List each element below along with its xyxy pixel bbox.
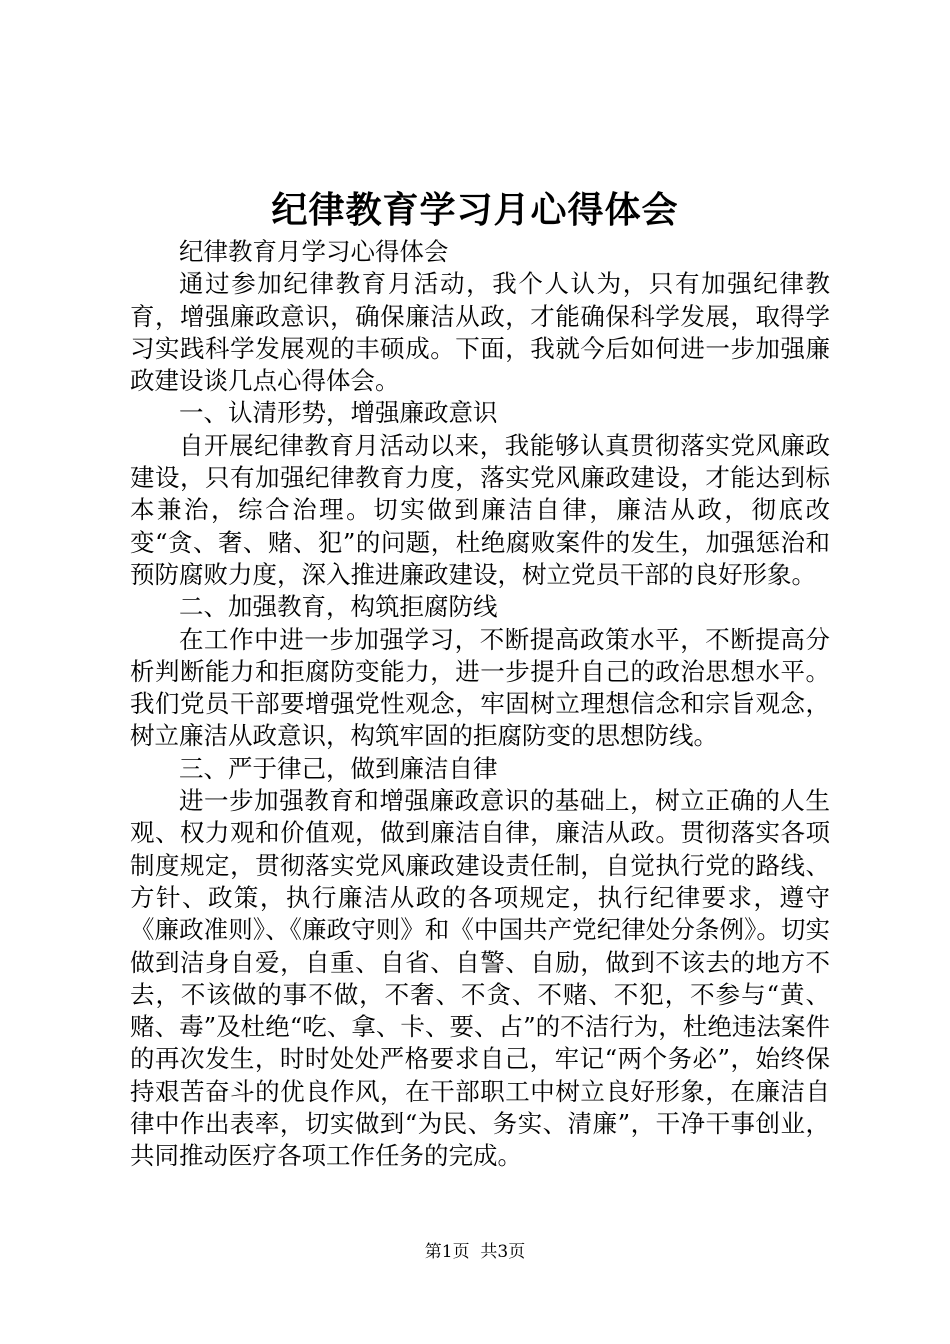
subtitle-paragraph: 纪律教育月学习心得体会 xyxy=(179,237,449,266)
section-heading-2: 二、加强教育，构筑拒腐防线 xyxy=(179,592,498,622)
intro-paragraph: 通过参加纪律教育月活动，我个人认为，只有加强纪律教育，增强廉政意识，确保廉洁从政，才能确保科学发展，取得学习实践科学发展观的丰硕成。下面，我就今后如何进一步加强廉政建设谈几点心得体会。 xyxy=(130,269,830,396)
section-heading-3: 三、严于律己，做到廉洁自律 xyxy=(179,753,498,783)
page-number-label: 第1页 共3页 xyxy=(424,1242,526,1262)
document-body xyxy=(130,236,830,1173)
section-heading-1: 一、认清形势，增强廉政意识 xyxy=(179,398,498,428)
section-paragraph-2: 在工作中进一步加强学习，不断提高政策水平，不断提高分析判断能力和拒腐防变能力，进一步提升自己的政治思想水平。我们党员干部要增强党性观念，牢固树立理想信念和宗旨观念，树立廉洁从政意识，构筑牢固的拒腐防变的思想防线。 xyxy=(130,624,830,751)
page-footer xyxy=(0,1240,950,1264)
section-paragraph-3: 进一步加强教育和增强廉政意识的基础上，树立正确的人生观、权力观和价值观，做到廉洁自律，廉洁从政。贯彻落实各项制度规定，贯彻落实党风廉政建设责任制，自觉执行党的路线、方针、政策，执行廉洁从政的各项规定，执行纪律要求，遵守《廉政准则》、《廉政守则》和《中国共产党纪律处分条例》。切实做到洁身自爱，自重、自省、自警、自励，做到不该去的地方不去，不该做的事不做，不奢、不贪、不赌、不犯，不参与“黄、赌、毒”及杜绝“吃、拿、卡、要、占”的不洁行为，杜绝违法案件的再次发生，时时处处严格要求自己，牢记“两个务必”，始终保持艰苦奋斗的优良作风，在干部职工中树立良好形象，在廉洁自律中作出表率，切实做到“为民、务实、清廉”，干净干事创业，共同推动医疗各项工作任务的完成。 xyxy=(130,786,830,1171)
document-title: 纪律教育学习月心得体会 xyxy=(271,189,679,231)
section-paragraph-1: 自开展纪律教育月活动以来，我能够认真贯彻落实党风廉政建设，只有加强纪律教育力度，落实党风廉政建设，才能达到标本兼治，综合治理。切实做到廉洁自律，廉洁从政，彻底改变“贪、奢、赌、犯”的问题，杜绝腐败案件的发生，加强惩治和预防腐败力度，深入推进廉政建设，树立党员干部的良好形象。 xyxy=(130,430,830,589)
